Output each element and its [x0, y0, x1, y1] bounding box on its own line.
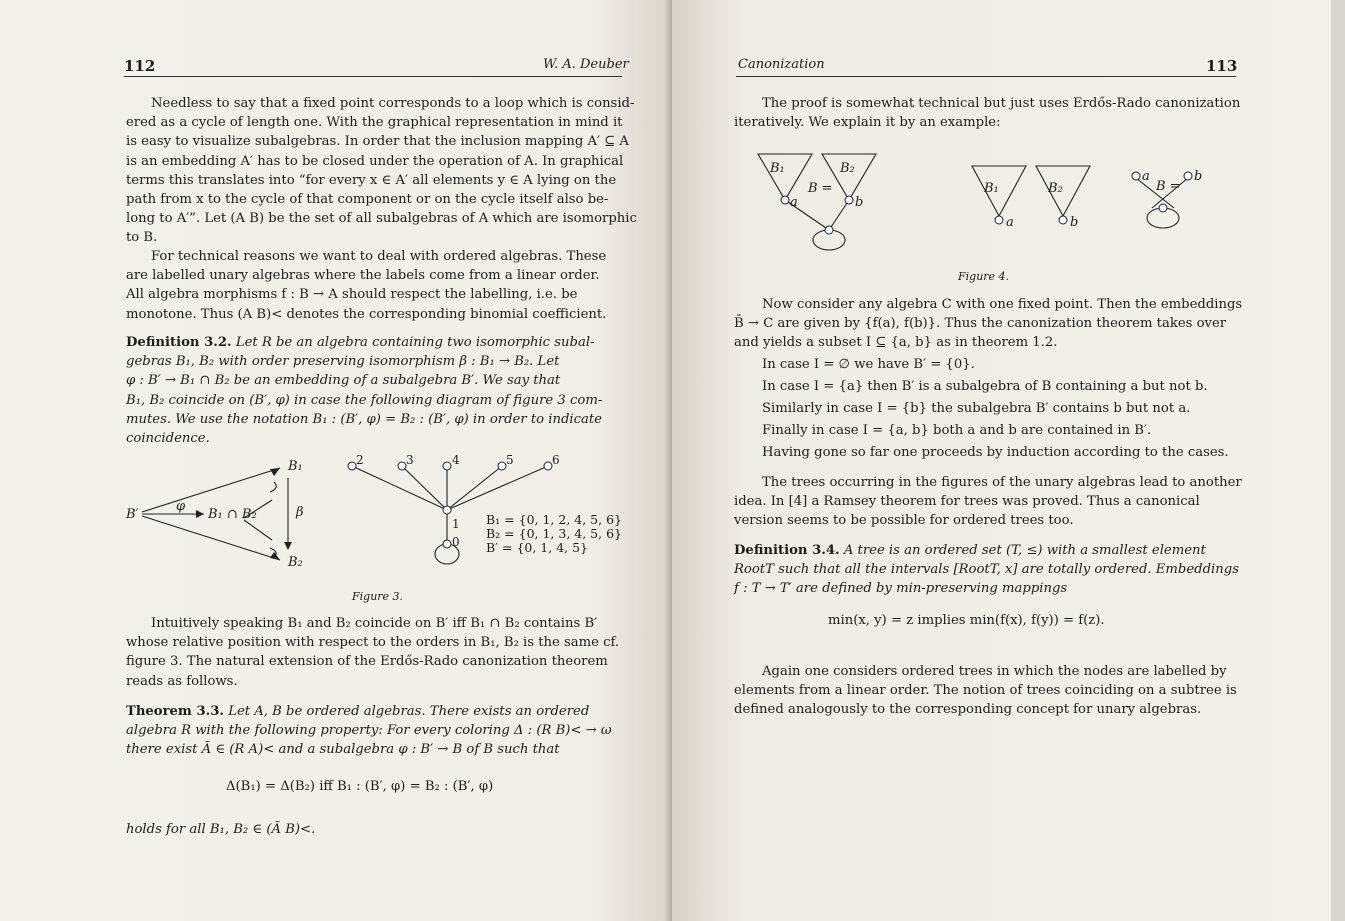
fig4-label-beq-right: B = — [1156, 179, 1181, 194]
node-label-5: 5 — [506, 453, 514, 467]
left-para-3 — [126, 614, 623, 691]
text-line: B₁, B₂ coincide on (B′, φ) in case the following diagram of figure 3 com- — [126, 392, 603, 408]
arrow-bprime-b2 — [142, 516, 280, 560]
running-head-right: Canonization — [738, 57, 825, 72]
fig4-label-beq: B = — [808, 181, 833, 196]
fig4-label-a-mid: a — [1006, 215, 1014, 230]
fig4-label-b1: B₁ — [770, 161, 785, 176]
text-line: elements from a linear order. The notion of trees coinciding on a subtree is — [734, 683, 1237, 699]
node-label-4: 4 — [452, 453, 460, 467]
fig4-label-b2-mid: B₂ — [1048, 181, 1063, 196]
label-phi: φ — [176, 499, 186, 514]
triangle-b2-mid — [1036, 166, 1090, 216]
text-line: The proof is somewhat technical but just uses Erdős-Rado canonization — [762, 96, 1241, 111]
curl-mark — [270, 482, 276, 492]
tree-node — [498, 462, 506, 470]
text-line: defined analogously to the corresponding concept for unary algebras. — [734, 702, 1202, 718]
node-root — [825, 226, 833, 234]
case-line: In case I = ∅ we have B′ = {0}. — [762, 357, 975, 372]
left-page — [0, 0, 672, 921]
text-line: Let A, B be ordered algebras. There exists an ordered — [224, 704, 590, 719]
node-root-right — [1159, 204, 1167, 212]
case-line: In case I = {a} then B′ is a subalgebra of B containing a but not b. — [762, 379, 1208, 394]
text-line: The trees occurring in the figures of the unary algebras lead to another — [762, 475, 1242, 490]
case-line: Having gone so far one proceeds by induction according to the cases. — [762, 445, 1229, 460]
right-para-2 — [734, 295, 1243, 353]
text-line: φ : B′ → B₁ ∩ B₂ be an embedding of a subalgebra B′. We say that — [126, 373, 561, 389]
node-label-3: 3 — [406, 453, 414, 467]
fig4-label-b-mid: b — [1070, 215, 1079, 230]
text-line: version seems to be possible for ordered trees too. — [734, 513, 1074, 529]
text-line: path from x to the cycle of that component or on the cycle itself also be- — [126, 192, 609, 208]
label-b1: B₁ — [288, 459, 303, 474]
holds-line — [126, 820, 623, 839]
text-line: to B. — [126, 230, 158, 246]
node-label-1: 1 — [452, 517, 460, 531]
text-line: whose relative position with respect to the orders in B₁, B₂ is the same cf. — [126, 635, 620, 651]
node-a — [781, 196, 789, 204]
arrowhead — [270, 552, 280, 560]
tree-node — [544, 462, 552, 470]
tree-edge — [447, 466, 548, 510]
text-line: terms this translates into “for every x ∈ A′ all elements y ∈ A lying on the — [126, 172, 617, 188]
label-b1capb2: B₁ ∩ B₂ — [208, 507, 257, 522]
tree-node — [398, 462, 406, 470]
set-bprime: B′ = {0, 1, 4, 5} — [486, 540, 589, 555]
tree-edge — [447, 466, 502, 510]
fig4-label-b1-mid: B₁ — [984, 181, 999, 196]
header-rule-left — [124, 76, 622, 77]
figure-4-caption: Figure 4. — [958, 270, 1010, 283]
right-page — [672, 0, 1345, 921]
node-label-6: 6 — [552, 453, 560, 467]
definition-3-4 — [734, 541, 1239, 599]
triangle-b1 — [758, 154, 812, 200]
text-line: is an embedding A′ has to be closed under the operation of A. In graphical — [126, 153, 624, 169]
tree-node — [443, 462, 451, 470]
right-para-4 — [734, 662, 1236, 720]
text-line: A tree is an ordered set (T, ≤) with a smallest element — [839, 543, 1206, 558]
text-line: RootT such that all the intervals [RootT, x] are totally ordered. Embeddings — [734, 562, 1239, 578]
text-line: All algebra morphisms f : B → A should respect the labelling, i.e. be — [126, 287, 578, 303]
tree-node — [443, 506, 451, 514]
node-b — [845, 196, 853, 204]
text-line: gebras B₁, B₂ with order preserving isomorphism β : B₁ → B₂. Let — [126, 354, 560, 370]
fig4-label-b: b — [855, 195, 864, 210]
definition-heading: Definition 3.4. — [734, 543, 840, 558]
definition-heading: Definition 3.2. — [126, 335, 232, 350]
figure-3-diagram — [120, 450, 630, 582]
text-line: long to A′”. Let (A B) be the set of all subalgebras of A which are isomorphic — [126, 211, 637, 227]
text-line: monotone. Thus (A B)< denotes the corresponding binomial coefficient. — [126, 306, 607, 322]
text-line: and yields a subset I ⊆ {a, b} as in theorem 1.2. — [734, 335, 1058, 351]
node-label-2: 2 — [356, 453, 364, 467]
text-line: there exist Ã ∈ (R A)< and a subalgebra φ : B′ → B of B such that — [126, 742, 560, 758]
right-para-1 — [734, 94, 1241, 132]
node-a-right — [1132, 172, 1140, 180]
arrowhead — [270, 468, 280, 476]
case-line: Similarly in case I = {b} the subalgebra B′ contains b but not a. — [762, 401, 1191, 416]
text-line: Again one considers ordered trees in which the nodes are labelled by — [762, 664, 1227, 679]
text-line: holds for all B₁, B₂ ∈ (Ã B)<. — [126, 822, 316, 837]
text-line: Needless to say that a fixed point corresponds to a loop which is consid- — [151, 96, 635, 111]
tree-edge — [402, 466, 447, 510]
node-b-mid — [1059, 216, 1067, 224]
figure-3-caption: Figure 3. — [352, 590, 404, 603]
page-edge — [1331, 0, 1345, 921]
tree-node — [348, 462, 356, 470]
tree-node — [443, 540, 451, 548]
label-b2: B₂ — [288, 555, 303, 570]
tree-edge — [352, 466, 447, 510]
page-number-left: 112 — [124, 57, 156, 75]
text-line: mutes. We use the notation B₁ : (B′, φ) = B₂ : (B′, φ) in order to indicate — [126, 411, 602, 427]
label-bprime: B′ — [126, 507, 139, 522]
fig4-label-a: a — [790, 195, 798, 210]
text-line: ered as a cycle of length one. With the graphical representation in mind it — [126, 115, 623, 131]
case-line: Finally in case I = {a, b} both a and b are contained in B′. — [762, 423, 1152, 438]
text-line: f : T → T′ are defined by min-preserving mappings — [734, 581, 1068, 597]
edge-b — [829, 200, 849, 230]
node-b-right — [1184, 172, 1192, 180]
text-line: algebra R with the following property: For every coloring Δ : (R B)< → ω — [126, 723, 612, 739]
text-line: idea. In [4] a Ramsey theorem for trees was proved. Thus a canonical — [734, 494, 1200, 510]
figure-4-diagram — [732, 144, 1232, 264]
arrow-bprime-b1 — [142, 468, 280, 512]
theorem-3-3 — [126, 702, 623, 760]
text-line: B̄ → C are given by {f(a), f(b)}. Thus the canonization theorem takes over — [734, 316, 1227, 332]
set-b1: B₁ = {0, 1, 2, 4, 5, 6} — [486, 512, 622, 527]
triangle-b1-mid — [972, 166, 1026, 216]
text-line: iteratively. We explain it by an example: — [734, 115, 1001, 131]
page-number-right: 113 — [1206, 57, 1238, 75]
node-label-0: 0 — [452, 535, 460, 549]
text-line: is easy to visualize subalgebras. In order that the inclusion mapping A′ ⊆ A — [126, 134, 629, 150]
theorem-heading: Theorem 3.3. — [126, 704, 225, 719]
definition-3-2 — [126, 333, 623, 448]
theorem-formula: Δ(B₁) = Δ(B₂) iff B₁ : (B′, φ) = B₂ : (B′, φ) — [226, 779, 494, 794]
text-line: Now consider any algebra C with one fixed point. Then the embeddings — [762, 297, 1243, 312]
case-list — [734, 354, 1236, 464]
left-para-2 — [126, 247, 623, 324]
right-para-3 — [734, 473, 1242, 531]
fig4-label-a-right: a — [1142, 169, 1150, 184]
fig4-label-b2: B₂ — [840, 161, 855, 176]
text-line: are labelled unary algebras where the labels come from a linear order. — [126, 268, 600, 284]
running-head-left: W. A. Deuber — [543, 57, 629, 72]
set-b2: B₂ = {0, 1, 3, 4, 5, 6} — [486, 526, 622, 541]
text-line: For technical reasons we want to deal with ordered algebras. These — [151, 249, 607, 264]
fig4-label-b-right: b — [1194, 169, 1203, 184]
node-a-mid — [995, 216, 1003, 224]
text-line: figure 3. The natural extension of the Erdős-Rado canonization theorem — [126, 654, 608, 670]
text-line: coincidence. — [126, 431, 210, 447]
definition-formula: min(x, y) = z implies min(f(x), f(y)) = f(z). — [828, 613, 1105, 628]
label-beta: β — [296, 505, 304, 520]
text-line: reads as follows. — [126, 673, 238, 689]
text-line: Intuitively speaking B₁ and B₂ coincide on B′ iff B₁ ∩ B₂ contains B′ — [151, 616, 598, 631]
text-line: Let R be an algebra containing two isomorphic subal- — [231, 335, 595, 350]
arrow-inter-b2 — [244, 520, 272, 540]
left-para-1 — [126, 94, 637, 248]
header-rule-right — [736, 76, 1236, 77]
arrowhead — [196, 510, 204, 518]
arrowhead — [284, 542, 292, 550]
